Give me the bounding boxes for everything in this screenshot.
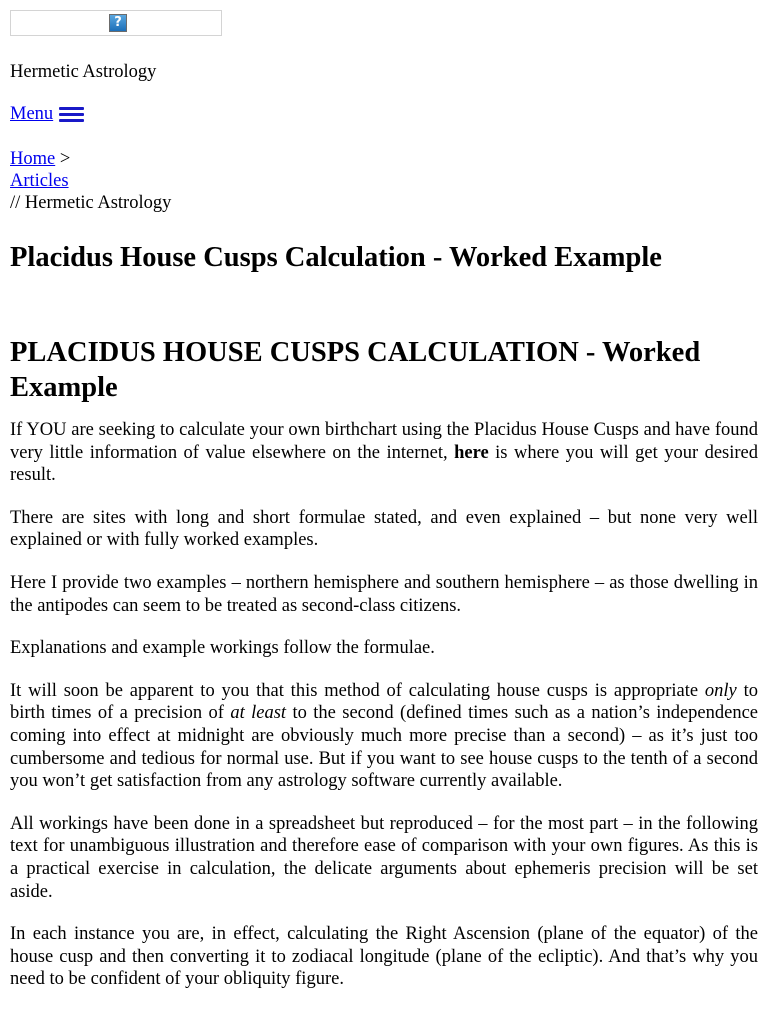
paragraph-right-ascension: In each instance you are, in effect, calculating the Right Ascension (plane of the equator) of the house cusp and then converting it to zodiacal longitude (plane of the ecliptic). And that’s why you need to be confident of your obliquity figure. (10, 924, 758, 990)
paragraph-examples: Here I provide two examples – northern hemisphere and southern hemisphere – as those dwelling in the antipodes can seem to be treated as second-class citizens. (10, 572, 758, 616)
paragraph-explanations: Explanations and example workings follow the formulae. (10, 638, 435, 659)
paragraph-precision: It will soon be apparent to you that this method of calculating house cusps is appropriate only to birth times of a precision of at least to the second (defined times such as a nation’s independence coming into effect at midnight are obviously much more precise than a second) – as it’s just too cumbersome and tedious for normal use. But if you want to see house cusps to the tenth of a second you won’t get satisfaction from any astrology software currently available. (10, 680, 759, 792)
breadcrumb-current: // Hermetic Astrology (10, 193, 172, 213)
breadcrumb-articles-link[interactable]: Articles (10, 171, 69, 191)
breadcrumb-home-link[interactable]: Home (10, 149, 56, 169)
site-logo[interactable] (10, 10, 222, 36)
page-title: Placidus House Cusps Calculation - Worked Example (10, 242, 662, 273)
paragraph-workings: All workings have been done in a spreadsheet but reproduced – for the most part – in the following text for unambiguous illustration and therefore ease of comparison with your own figures. As this is a practical exercise in calculation, the delicate arguments about ephemeris precision will be set aside. (10, 813, 758, 902)
paragraph-intro: If YOU are seeking to calculate your own birthchart using the Placidus House Cusps and have found very little information of value elsewhere on the internet, here is where you will get your desired result. (10, 420, 759, 486)
paragraph-sites: There are sites with long and short formulae stated, and even explained – but none very well explained or with fully worked examples. (10, 507, 758, 551)
emphasis-only: only (704, 680, 737, 701)
article-body (10, 335, 758, 1011)
emphasis-at-least: at least (230, 703, 287, 724)
menu-button[interactable] (10, 103, 84, 125)
breadcrumb-separator: > (55, 149, 71, 169)
breadcrumb (10, 148, 171, 214)
article-heading: PLACIDUS HOUSE CUSPS CALCULATION - Worked Example (10, 337, 701, 403)
menu-label: Menu (10, 104, 54, 124)
emphasis-here: here (454, 442, 489, 463)
site-title: Hermetic Astrology (10, 62, 157, 82)
help-icon: ? (109, 14, 127, 32)
hamburger-icon (59, 105, 84, 123)
